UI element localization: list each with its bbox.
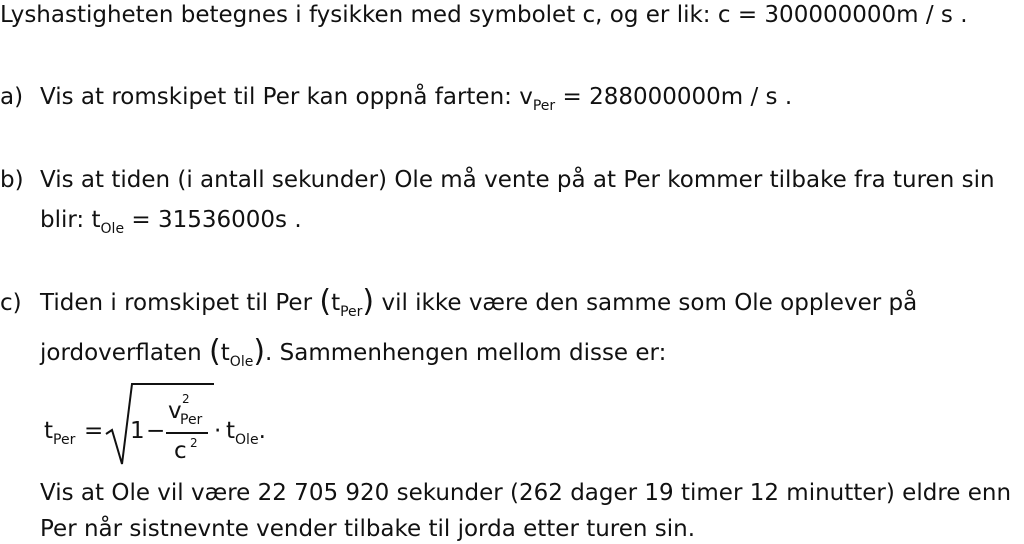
part-a-line <box>40 82 792 112</box>
part-b-value: 31536000 <box>157 207 276 233</box>
part-c-line-3: Vis at Ole vil være 22 705 920 sekunder (262 dager 19 timer 12 minutter) eldre enn <box>40 480 1012 506</box>
intro-text: Lyshastigheten betegnes i fysikken med symbolet c, og er lik: <box>0 2 718 28</box>
part-b-label: b) <box>0 167 24 193</box>
formula-equals: = <box>84 418 104 444</box>
part-a-value: 288000000 <box>589 84 721 110</box>
part-b-end: . <box>287 207 302 233</box>
part-a-text: Vis at romskipet til Per kan oppnå farten: <box>40 84 520 110</box>
part-a-sub: Per <box>532 98 556 114</box>
part-c-line-1 <box>40 284 918 320</box>
part-b-line-2 <box>40 205 302 235</box>
open-paren: ( <box>209 334 221 369</box>
formula-rhs-var: t <box>226 418 236 444</box>
formula-lhs-sub: Per <box>53 432 76 448</box>
close-paren: ) <box>253 334 266 369</box>
formula-den-sup: 2 <box>190 436 198 450</box>
close-paren: ) <box>362 284 375 319</box>
formula-end: . <box>258 418 266 444</box>
part-b-unit: s <box>275 207 288 233</box>
fraction-bar <box>166 432 208 434</box>
part-c-line2-sub: Ole <box>229 354 254 370</box>
formula-denominator <box>174 436 187 466</box>
part-a-label: a) <box>0 84 24 110</box>
formula-minus: − <box>146 418 166 444</box>
part-c-label: c) <box>0 290 22 316</box>
part-c-line2-pre: jordoverflaten <box>40 340 210 366</box>
part-a-var: v <box>519 84 533 110</box>
part-c-line1-sub: Per <box>340 304 363 320</box>
formula-den-var: c <box>174 438 187 464</box>
part-a-unit: m / s <box>720 84 778 110</box>
formula-dot: · <box>214 418 222 444</box>
formula-rhs <box>226 416 266 446</box>
part-c-line-2 <box>40 334 667 370</box>
intro-eq-unit: m / s <box>896 2 953 28</box>
open-paren: ( <box>319 284 332 319</box>
formula-lhs-var: t <box>44 418 54 444</box>
intro-eq-value: 300000000 <box>764 2 897 28</box>
formula-num-sup: 2 <box>182 392 190 406</box>
formula-num-sub: Per <box>180 412 203 428</box>
part-b-eq-sign: = <box>124 207 158 233</box>
intro-eq-sign: = <box>730 2 765 28</box>
part-b-line-1: Vis at tiden (i antall sekunder) Ole må vente på at Per kommer tilbake fra turen sin <box>40 167 995 193</box>
part-b-sub: Ole <box>100 221 125 237</box>
intro-eq-lhs: c <box>717 2 731 28</box>
part-b-line2-pre: blir: <box>40 207 92 233</box>
part-c-line2-var: t <box>220 340 230 366</box>
formula-num-var: v <box>168 398 182 424</box>
intro-end: . <box>952 2 968 28</box>
part-c-line1-var: t <box>331 290 341 316</box>
formula-lhs <box>44 416 75 446</box>
intro-line <box>0 0 968 30</box>
part-a-end: . <box>777 84 793 110</box>
part-c-line1-pre: Tiden i romskipet til Per <box>40 290 320 316</box>
part-c-line2-post: . Sammenhengen mellom disse er: <box>265 340 667 366</box>
part-c-line-4: Per når sistnevnte vender tilbake til jorda etter turen sin. <box>40 516 696 542</box>
part-a-eq-sign: = <box>555 84 590 110</box>
formula-rhs-sub: Ole <box>235 432 259 448</box>
part-c-line1-post: vil ikke være den samme som Ole opplever på <box>374 290 918 316</box>
part-b-var: t <box>91 207 101 233</box>
formula-one: 1 <box>130 418 145 444</box>
